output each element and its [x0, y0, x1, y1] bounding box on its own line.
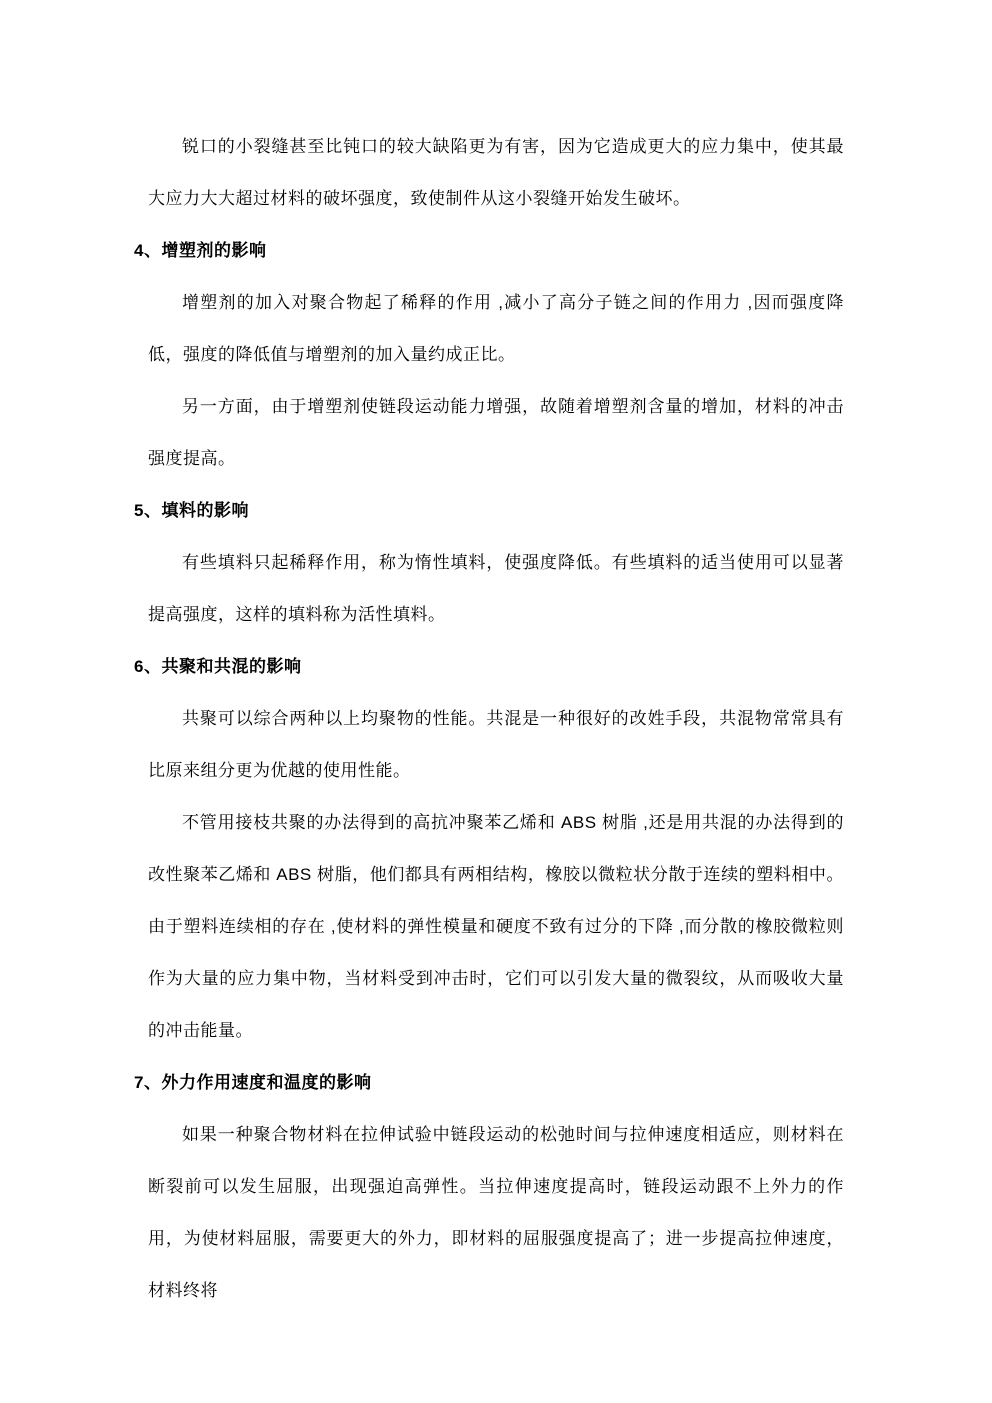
document-body: [134, 121, 846, 1317]
section-heading-5: 5、填料的影响: [134, 501, 249, 520]
section-heading-7: 7、外力作用速度和温度的影响: [134, 1073, 372, 1092]
body-paragraph: 增塑剂的加入对聚合物起了稀释的作用 ,减小了高分子链之间的作用力 ,因而强度降低，强度的降低值与增塑剂的加入量约成正比。: [148, 293, 844, 364]
body-paragraph: 另一方面，由于增塑剂使链段运动能力增强，故随着增塑剂含量的增加，材料的冲击强度提高。: [148, 397, 844, 468]
body-paragraph: 不管用接枝共聚的办法得到的高抗冲聚苯乙烯和 ABS 树脂 ,还是用共混的办法得到的改性聚苯乙烯和 ABS 树脂，他们都具有两相结构，橡胶以微粒状分散于连续的塑料相中。由于塑料连续相的存在 ,使材料的弹性模量和硬度不致有过分的下降 ,而分散的橡胶微粒则作为大量的应力集中物，当材料受到冲击时，它们可以引发大量的微裂纹，从而吸收大量的冲击能量。: [148, 813, 844, 1040]
section-heading-6: 6、共聚和共混的影响: [134, 657, 302, 676]
body-paragraph: 共聚可以综合两种以上均聚物的性能。共混是一种很好的改姓手段，共混物常常具有比原来组分更为优越的使用性能。: [148, 709, 844, 780]
body-paragraph: 如果一种聚合物材料在拉伸试验中链段运动的松弛时间与拉伸速度相适应，则材料在断裂前可以发生屈服，出现强迫高弹性。当拉伸速度提高时，链段运动跟不上外力的作用，为使材料屈服，需要更大的外力，即材料的屈服强度提高了；进一步提高拉伸速度，材料终将: [148, 1125, 844, 1300]
section-heading-4: 4、增塑剂的影响: [134, 241, 267, 260]
body-paragraph: 有些填料只起稀释作用，称为惰性填料，使强度降低。有些填料的适当使用可以显著提高强度，这样的填料称为活性填料。: [148, 553, 844, 624]
body-paragraph: 锐口的小裂缝甚至比钝口的较大缺陷更为有害，因为它造成更大的应力集中，使其最大应力大大超过材料的破坏强度，致使制件从这小裂缝开始发生破坏。: [148, 137, 844, 208]
